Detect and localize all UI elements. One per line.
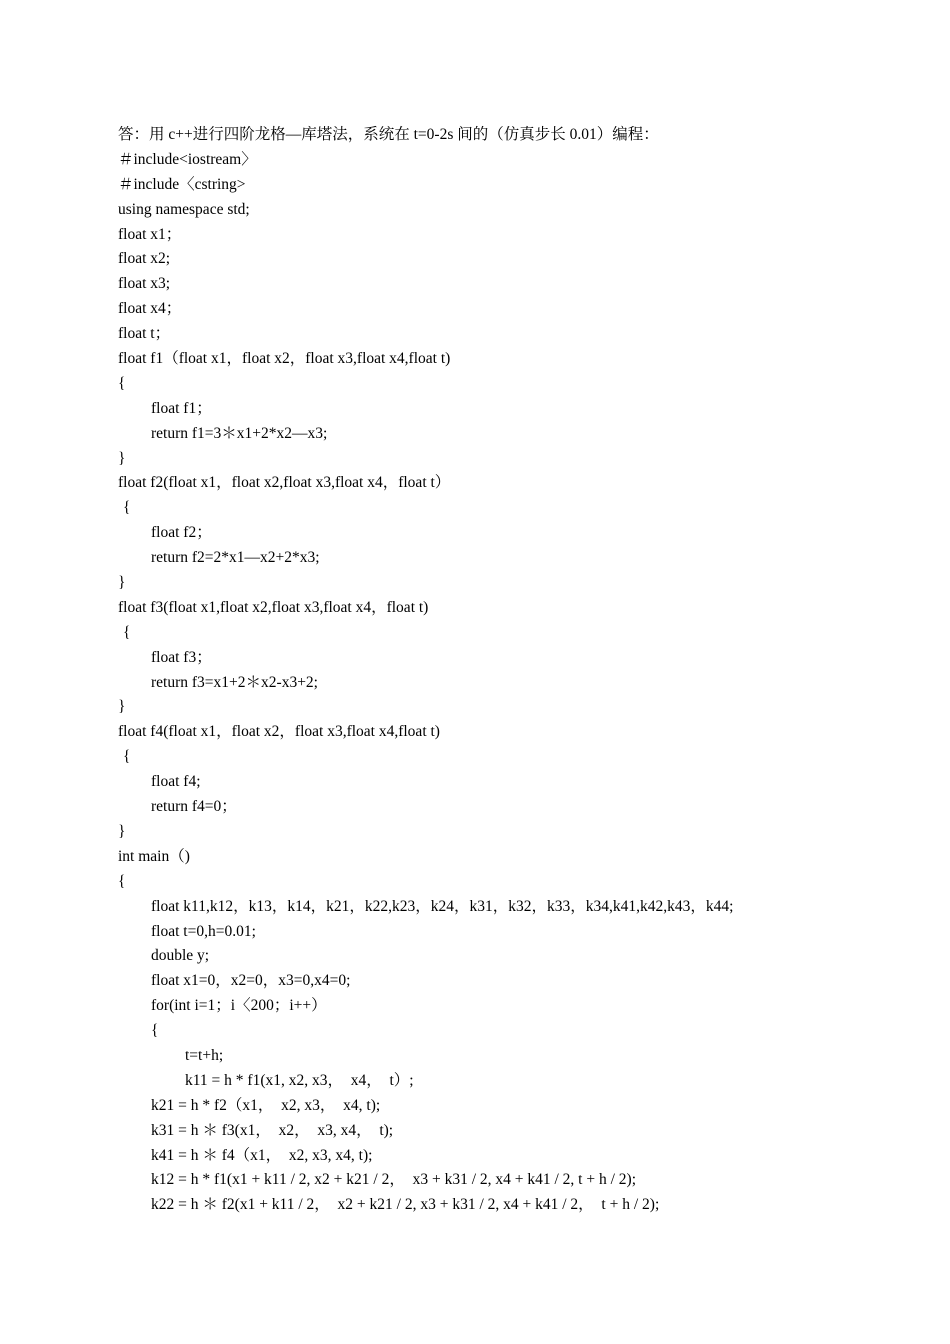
code-line: return f4=0；	[151, 798, 237, 816]
code-line: k31 = h ＊ f3(x1， x2， x3, x4， t);	[151, 1121, 394, 1139]
code-line: float f3；	[151, 648, 212, 666]
code-line: float x3;	[118, 275, 171, 293]
code-line: double y;	[151, 947, 210, 965]
code-line: k41 = h ＊ f4（x1， x2, x3, x4, t);	[151, 1146, 373, 1164]
code-line: return f1=3＊x1+2*x2—x3;	[151, 424, 328, 442]
code-line: k12 = h * f1(x1 + k11 / 2, x2 + k21 / 2， x3 + k31 / 2, x4 + k41 / 2, t + h / 2);	[151, 1171, 637, 1189]
code-line: for(int i=1；i〈200；i++）	[151, 997, 327, 1015]
code-line: float f2(float x1，float x2,float x3,float x4，float t）	[118, 474, 451, 492]
code-line: float t=0,h=0.01;	[151, 922, 256, 940]
code-line: float t；	[118, 325, 171, 343]
code-line: float x2;	[118, 250, 171, 268]
code-line: float f4(float x1，float x2，float x3,float x4,float t)	[118, 723, 440, 741]
code-line: float x1=0，x2=0，x3=0,x4=0;	[151, 972, 351, 990]
code-line: {	[151, 1022, 159, 1040]
code-line: {	[118, 872, 126, 890]
code-line: {	[123, 748, 131, 766]
code-line: k11 = h * f1(x1, x2, x3， x4， t）;	[185, 1071, 414, 1089]
code-line: }	[118, 574, 126, 592]
code-line: float k11,k12，k13，k14，k21，k22,k23，k24，k31，k32，k33，k34,k41,k42,k43，k44;	[151, 897, 734, 915]
code-line: ＃include〈cstring>	[118, 175, 246, 193]
code-line: float x4；	[118, 300, 182, 318]
code-line: {	[123, 499, 131, 517]
code-line: return f2=2*x1—x2+2*x3;	[151, 549, 320, 567]
code-line: }	[118, 449, 126, 467]
document-body	[118, 123, 918, 1218]
code-line: }	[118, 698, 126, 716]
code-line: using namespace std;	[118, 200, 250, 218]
code-line: }	[118, 822, 126, 840]
code-line: t=t+h;	[185, 1046, 224, 1064]
code-line: float f3(float x1,float x2,float x3,float x4，float t)	[118, 598, 429, 616]
code-line: float f1；	[151, 399, 212, 417]
code-line: float f2；	[151, 524, 212, 542]
code-line: float x1；	[118, 225, 182, 243]
code-line: {	[118, 374, 126, 392]
code-line: k21 = h * f2（x1， x2, x3， x4, t);	[151, 1096, 381, 1114]
code-line: k22 = h ＊ f2(x1 + k11 / 2， x2 + k21 / 2, x3 + k31 / 2, x4 + k41 / 2， t + h / 2);	[151, 1196, 660, 1214]
code-line: {	[123, 623, 131, 641]
code-line: ＃include<iostream〉	[118, 150, 257, 168]
code-line: return f3=x1+2＊x2-x3+2;	[151, 673, 318, 691]
code-listing	[118, 148, 918, 1218]
code-line: float f4;	[151, 773, 201, 791]
code-line: int main（)	[118, 847, 190, 865]
code-line: float f1（float x1，float x2，float x3,float x4,float t)	[118, 350, 451, 368]
answer-intro: 答：用 c++进行四阶龙格—库塔法，系统在 t=0-2s 间的（仿真步长 0.01）编程：	[118, 126, 659, 143]
